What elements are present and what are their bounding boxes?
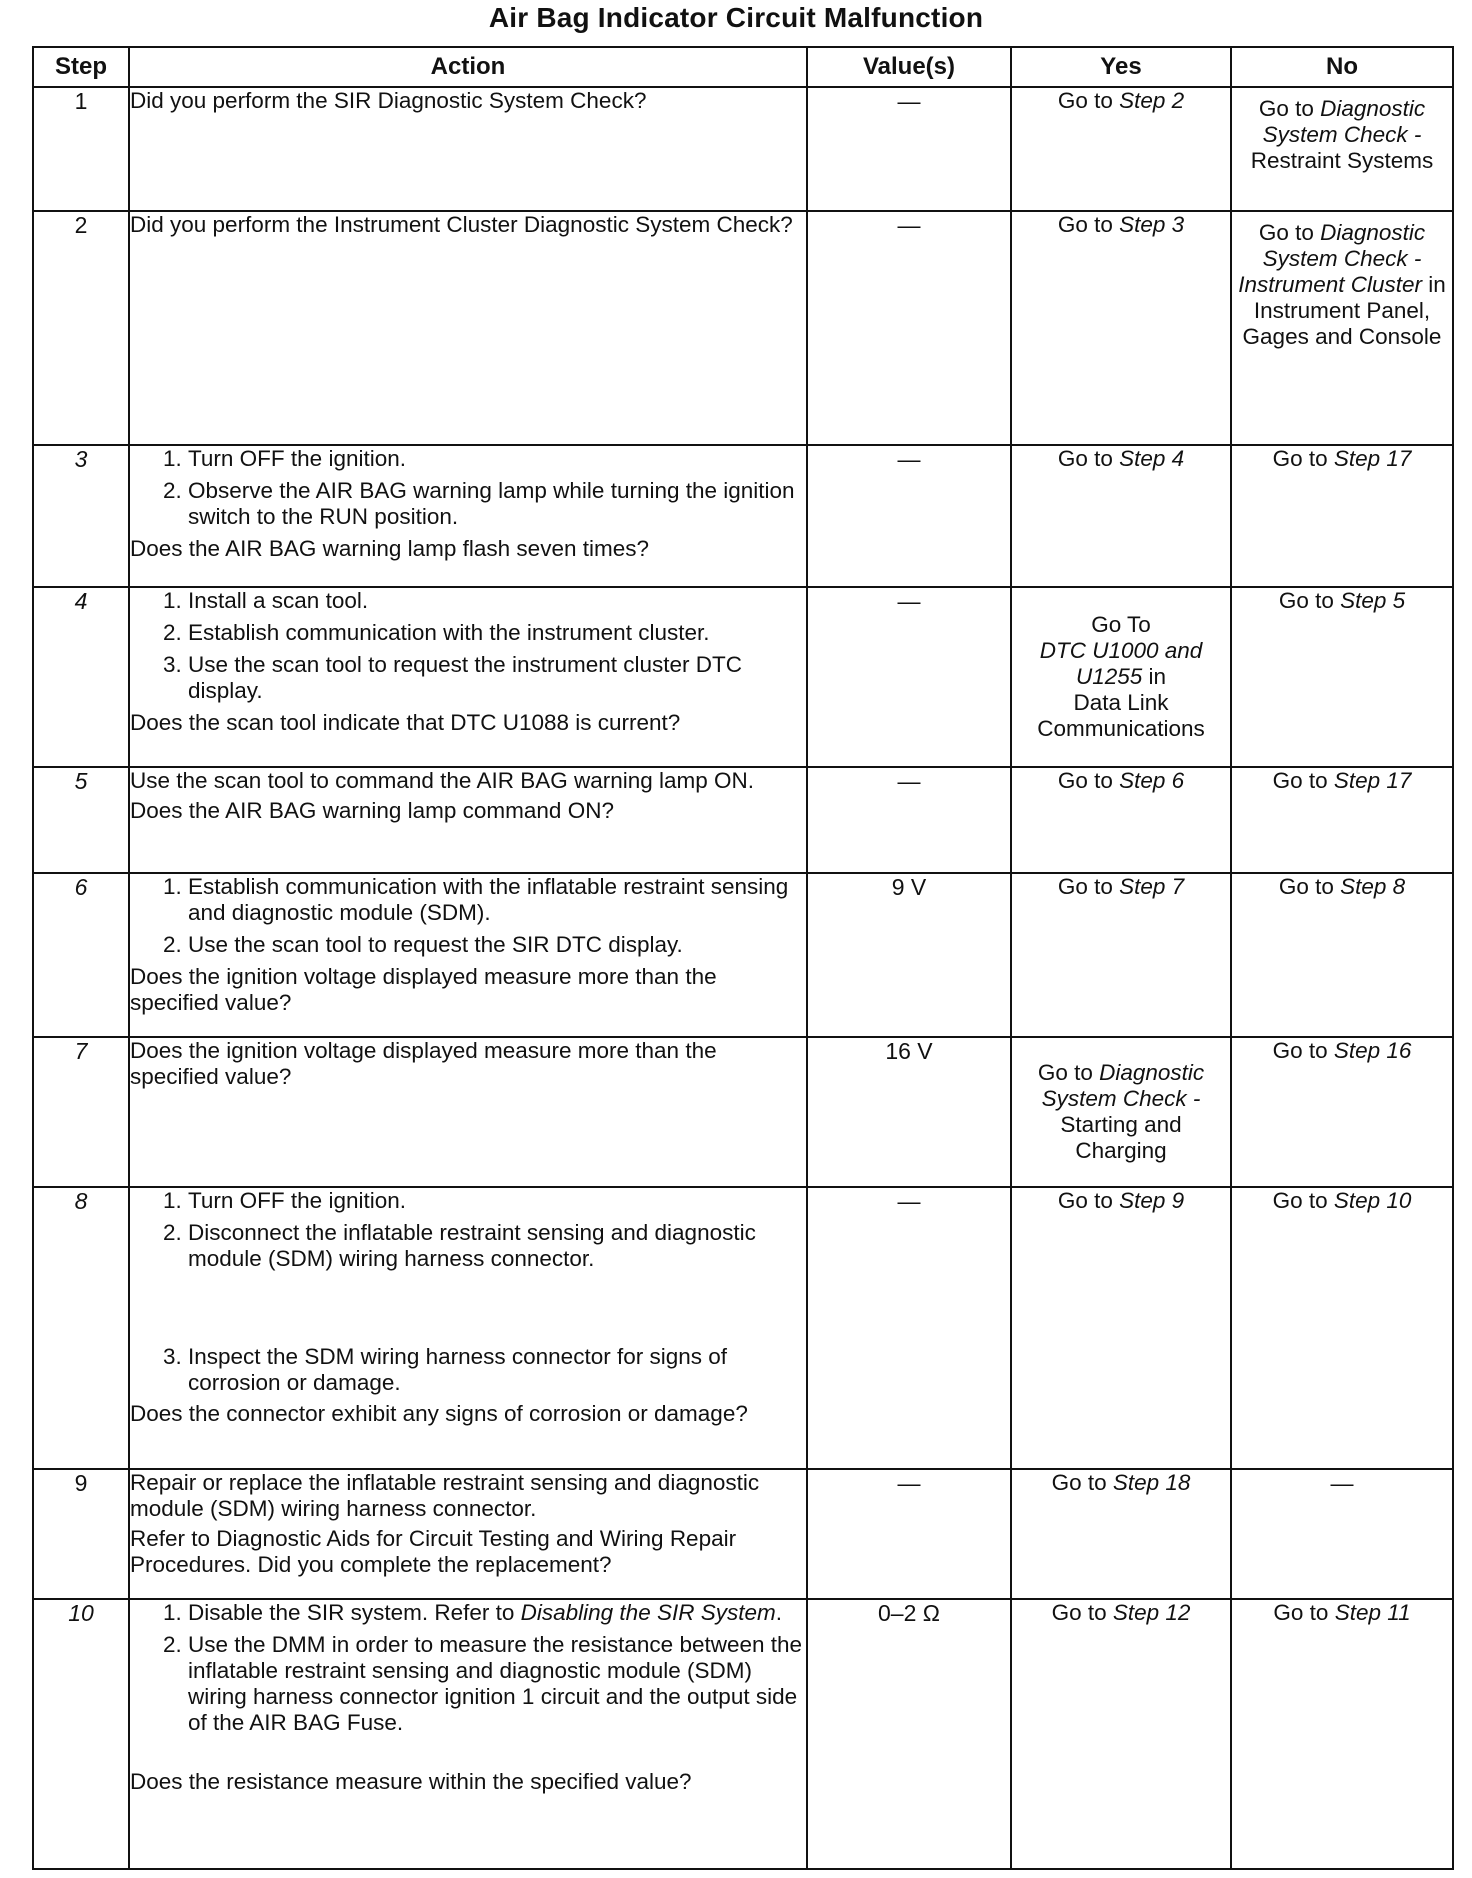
value-cell: — [807,87,1011,211]
action-list [130,874,806,958]
yes-suffix-2: Data Link Communications [1037,689,1205,741]
no-link[interactable]: Diagnostic System Check - [1262,96,1426,147]
no-link[interactable]: Step 17 [1333,768,1412,793]
action-item: 2. Use the scan tool to request the SIR DTC display. [188,932,806,958]
step-number: 5 [33,767,129,873]
action-item: 2. Use the DMM in order to measure the resistance between the inflatable restraint sensing and diagnostic module (SDM) wiring harness connector ignition 1 circuit and the output side of the AIR BAG Fuse. [188,1632,806,1736]
yes-cell [1011,1037,1231,1187]
no-link[interactable]: Step 11 [1334,1600,1411,1625]
no-prefix: Go to [1272,446,1334,471]
step-number: 8 [33,1187,129,1469]
action-item: 2. Establish communication with the instrument cluster. [188,620,806,646]
action-question: Does the resistance measure within the specified value? [130,1769,692,1795]
action-cell [129,587,807,767]
table-row [33,587,1453,767]
value-cell: — [807,767,1011,873]
action-item-text: Disable the SIR system. Refer to [188,1600,521,1625]
no-cell [1231,587,1453,767]
table-row [33,1469,1453,1599]
yes-cell [1011,1187,1231,1469]
header-row [33,47,1453,87]
action-cell [129,445,807,587]
table-row [33,1599,1453,1869]
step-number: 6 [33,873,129,1037]
no-link[interactable]: Diagnostic System Check - Instrument Cluster [1238,220,1426,297]
value-cell: — [807,1187,1011,1469]
value-cell: 9 V [807,873,1011,1037]
no-link[interactable]: Step 16 [1333,1038,1412,1063]
no-prefix: Go to [1258,96,1321,121]
yes-prefix: Go to [1051,1600,1113,1625]
yes-link[interactable]: DTC U1000 and U1255 [1039,638,1203,690]
no-cell: — [1231,1469,1453,1599]
yes-prefix: Go to [1057,874,1120,899]
yes-prefix: Go to [1051,1470,1113,1495]
yes-link[interactable]: Diagnostic System Check - [1041,1060,1205,1112]
yes-prefix: Go to [1057,768,1120,793]
diagnostic-table [32,46,1454,1870]
step-number: 9 [33,1469,129,1599]
step-number: 4 [33,587,129,767]
yes-suffix: in [1142,664,1167,690]
yes-prefix: Go to [1057,1188,1120,1213]
no-cell [1231,87,1453,211]
yes-suffix: Starting and Charging [1060,1112,1182,1163]
action-item: 1. Turn OFF the ignition. [188,1188,806,1214]
value-cell: — [807,1469,1011,1599]
no-prefix: Go to [1272,1038,1334,1063]
table-row [33,873,1453,1037]
value-cell: 16 V [807,1037,1011,1187]
no-link[interactable]: Step 17 [1333,446,1412,471]
yes-cell [1011,87,1231,211]
no-suffix: Restraint Systems [1250,147,1434,173]
no-cell [1231,767,1453,873]
action-question: Does the connector exhibit any signs of corrosion or damage? [130,1401,748,1427]
no-prefix: Go to [1273,1600,1335,1625]
yes-link[interactable]: Step 2 [1119,88,1185,113]
action-text: Repair or replace the inflatable restraint sensing and diagnostic module (SDM) wiring harness connector. [130,1470,760,1521]
header-step: Step [33,47,129,87]
no-link[interactable]: Step 10 [1333,1188,1412,1213]
table-row [33,211,1453,445]
step-number: 2 [33,211,129,445]
action-question: Does the ignition voltage displayed measure more than the specified value? [130,963,717,1015]
yes-prefix: Go to [1057,212,1120,237]
page-title: Air Bag Indicator Circuit Malfunction [488,2,984,33]
action-cell [129,87,807,211]
action-cell [129,1187,807,1469]
action-cell [129,1037,807,1187]
yes-link[interactable]: Step 12 [1112,1600,1191,1625]
yes-link[interactable]: Step 7 [1119,874,1185,899]
action-item [188,1600,806,1626]
action-question: Refer to Diagnostic Aids for Circuit Testing and Wiring Repair Procedures. Did you complete the replacement? [130,1525,737,1577]
action-item: 1. Turn OFF the ignition. [188,446,806,472]
action-text: Did you perform the Instrument Cluster Diagnostic System Check? [130,212,793,237]
action-item: 3. Use the scan tool to request the instrument cluster DTC display. [188,652,806,704]
action-cell [129,1599,807,1869]
action-cell [129,767,807,873]
action-item-link[interactable]: Disabling the SIR System [520,1600,776,1625]
yes-cell [1011,1469,1231,1599]
table-row [33,1187,1453,1469]
action-text: Use the scan tool to command the AIR BAG warning lamp ON. [130,768,755,793]
table-row [33,445,1453,587]
action-item: 1. Establish communication with the inflatable restraint sensing and diagnostic module (SDM). [188,874,806,926]
action-item: 2. Disconnect the inflatable restraint sensing and diagnostic module (SDM) wiring harness connector. [188,1220,806,1272]
action-text: Did you perform the SIR Diagnostic System Check? [130,88,647,113]
yes-link[interactable]: Step 9 [1119,1188,1185,1213]
no-link[interactable]: Step 8 [1340,874,1406,899]
action-cell [129,1469,807,1599]
no-cell [1231,1599,1453,1869]
table-row [33,1037,1453,1187]
yes-link[interactable]: Step 6 [1119,768,1185,793]
no-link[interactable]: Step 5 [1340,588,1406,613]
step-number: 10 [33,1599,129,1869]
no-cell [1231,1037,1453,1187]
action-item: 3. Inspect the SDM wiring harness connector for signs of corrosion or damage. [188,1344,806,1396]
action-item-suffix: . [775,1600,782,1625]
action-question: Does the AIR BAG warning lamp flash seven times? [130,535,649,561]
no-cell [1231,873,1453,1037]
no-prefix: Go to [1272,1188,1334,1213]
no-suffix: in [1422,271,1446,297]
no-suffix-2: Instrument Panel, Gages and Console [1242,297,1442,349]
action-cell [129,873,807,1037]
action-question: Does the AIR BAG warning lamp command ON? [130,797,614,823]
no-prefix: Go to [1258,220,1321,245]
yes-link[interactable]: Step 3 [1119,212,1185,237]
action-item: 2. Observe the AIR BAG warning lamp while turning the ignition switch to the RUN position. [188,478,806,530]
no-prefix: Go to [1278,874,1341,899]
yes-cell [1011,587,1231,767]
action-list [130,588,806,704]
yes-link[interactable]: Step 4 [1119,446,1185,471]
no-cell [1231,445,1453,587]
value-cell: 0–2 Ω [807,1599,1011,1869]
no-prefix: Go to [1272,768,1334,793]
action-cell [129,211,807,445]
yes-prefix: Go To [1091,612,1151,638]
value-cell: — [807,445,1011,587]
yes-cell [1011,767,1231,873]
yes-cell [1011,873,1231,1037]
header-values: Value(s) [807,47,1011,87]
header-action: Action [129,47,807,87]
table-row [33,87,1453,211]
yes-prefix: Go to [1037,1060,1100,1086]
yes-prefix: Go to [1057,88,1120,113]
yes-prefix: Go to [1057,446,1120,471]
action-text: Does the ignition voltage displayed measure more than the specified value? [130,1038,717,1089]
yes-link[interactable]: Step 18 [1112,1470,1191,1495]
yes-cell [1011,445,1231,587]
value-cell: — [807,587,1011,767]
action-question: Does the scan tool indicate that DTC U1088 is current? [130,709,681,735]
action-item: 1. Install a scan tool. [188,588,806,614]
step-number: 3 [33,445,129,587]
value-cell: — [807,211,1011,445]
step-number: 7 [33,1037,129,1187]
step-number: 1 [33,87,129,211]
yes-cell [1011,1599,1231,1869]
header-no: No [1231,47,1453,87]
no-cell [1231,1187,1453,1469]
no-prefix: Go to [1278,588,1341,613]
action-list [130,446,806,530]
header-yes: Yes [1011,47,1231,87]
no-cell [1231,211,1453,445]
action-list [130,1600,806,1735]
action-list [130,1188,806,1395]
table-row [33,767,1453,873]
yes-cell [1011,211,1231,445]
